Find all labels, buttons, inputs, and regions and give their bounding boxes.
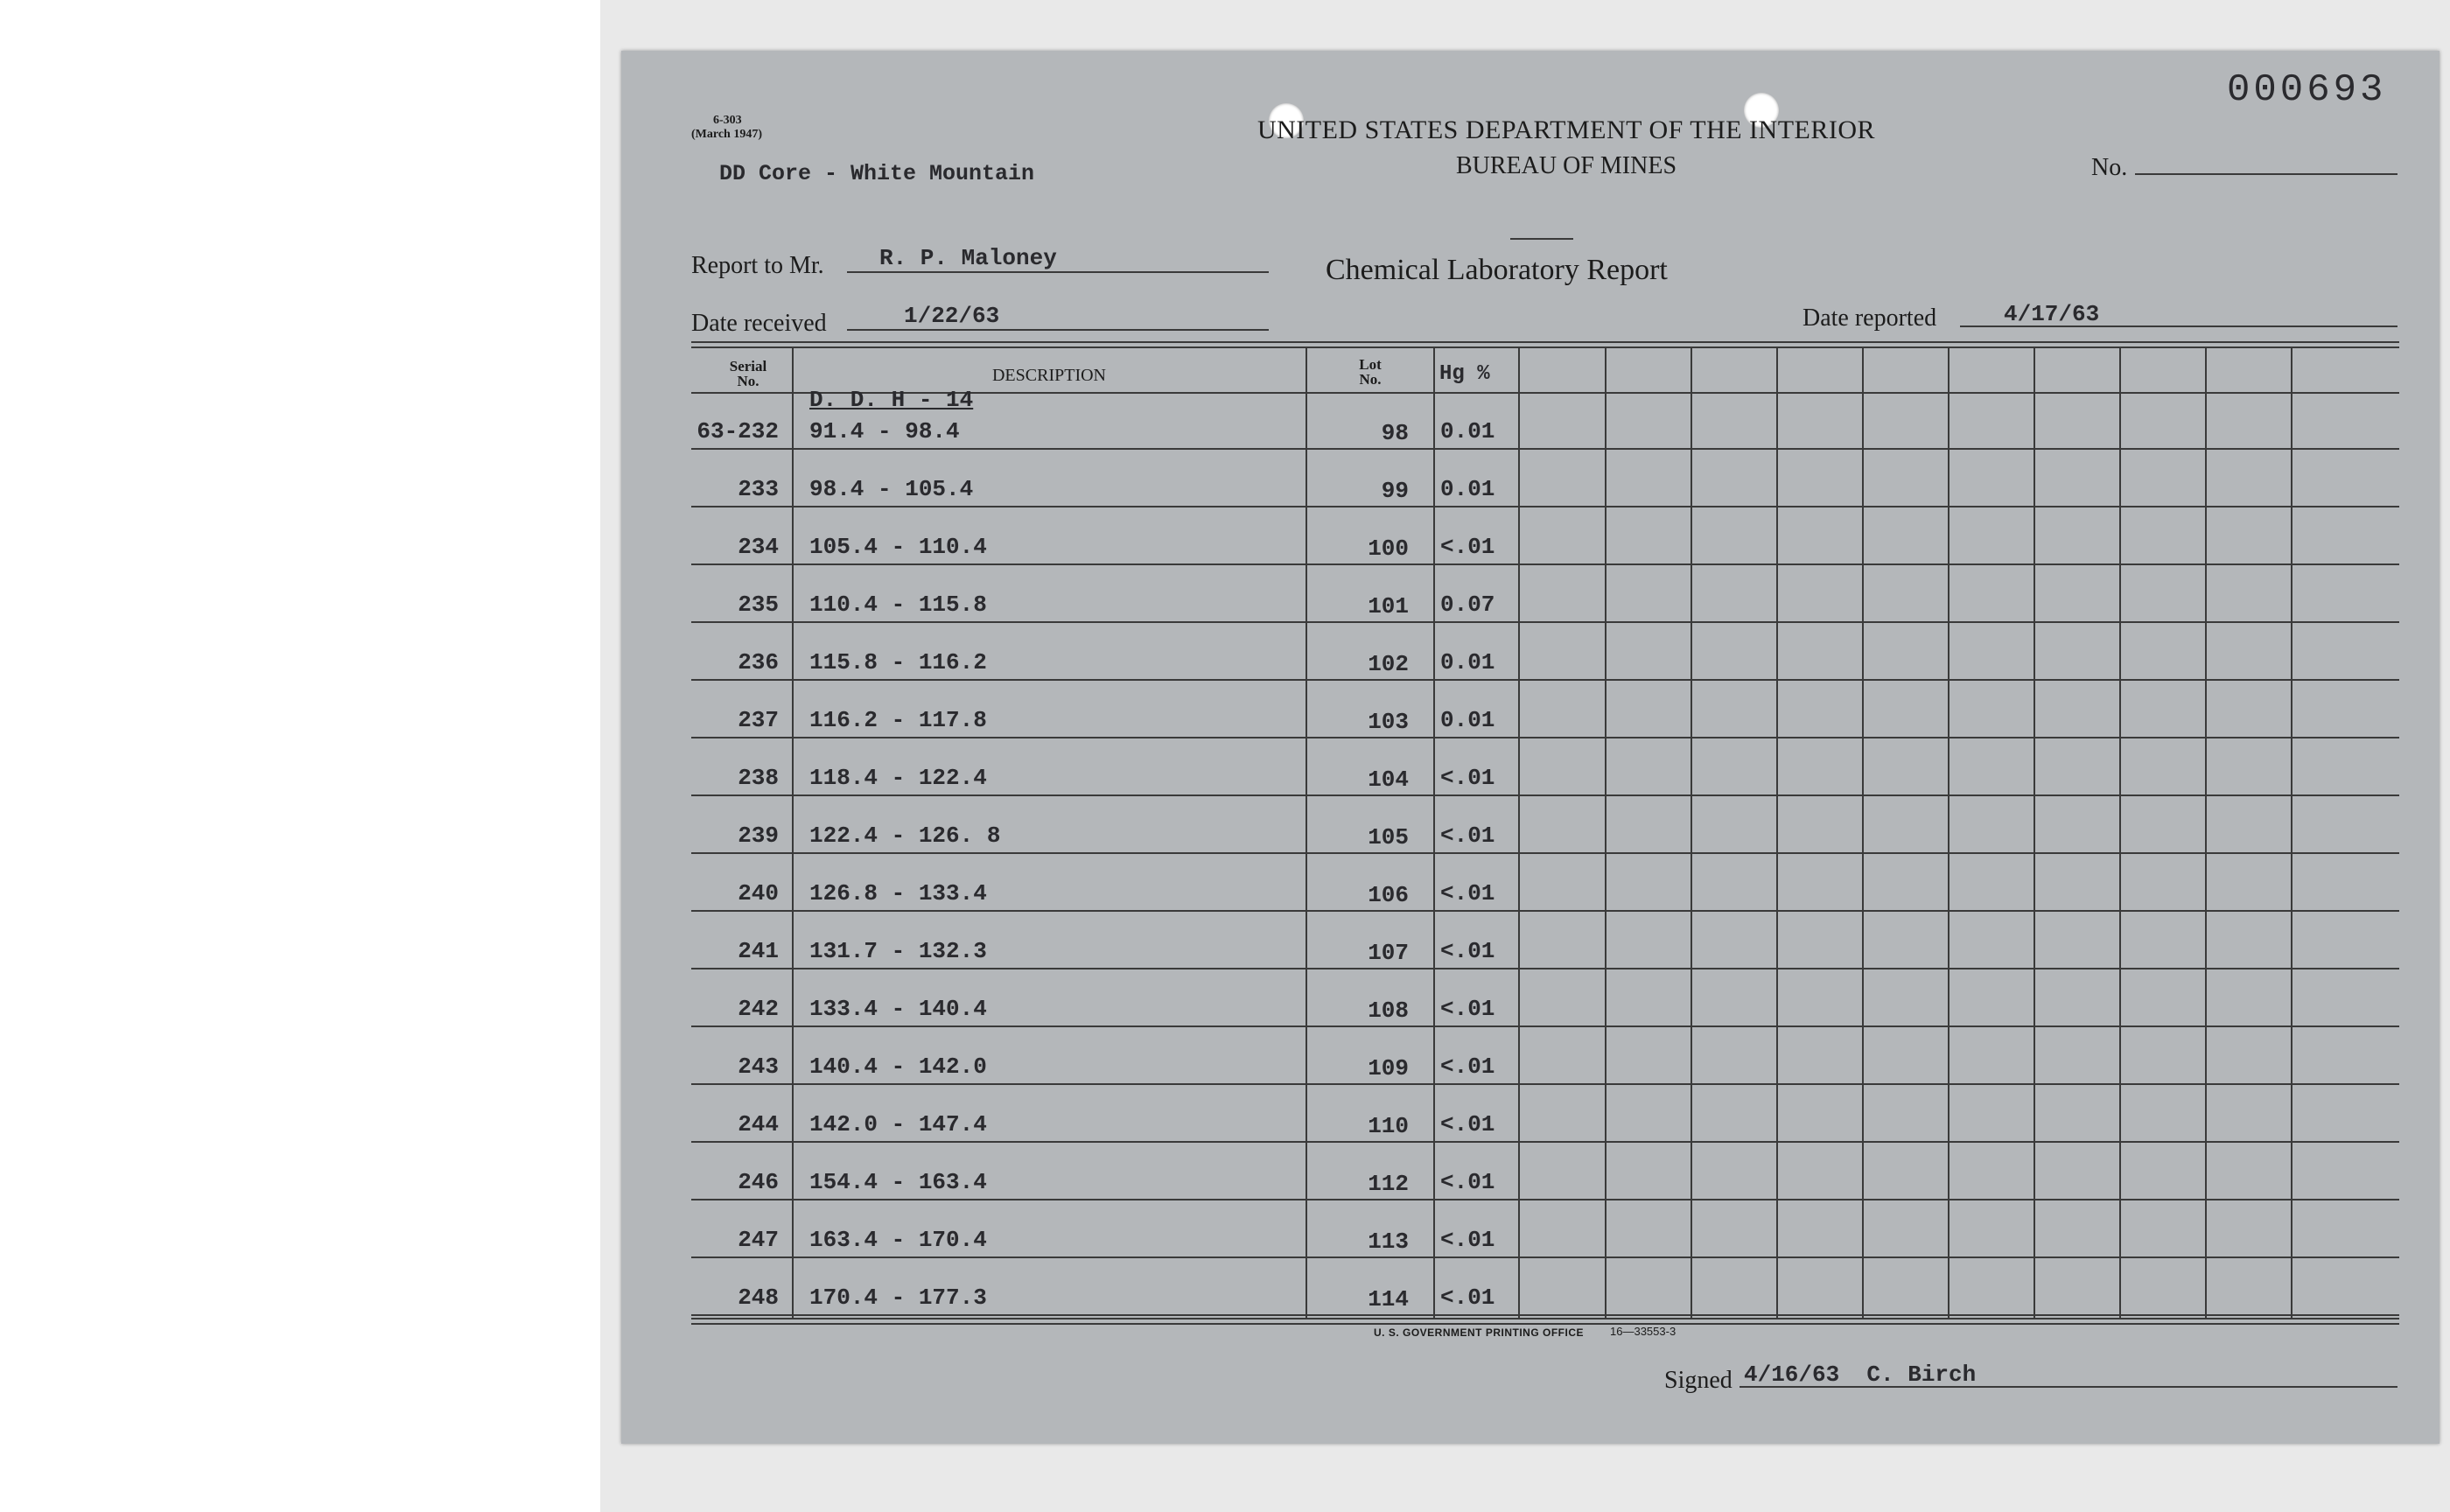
row-lot: 100: [1368, 536, 1409, 562]
col-divider-e3: [1776, 346, 1778, 1318]
row-rule: [691, 737, 2399, 738]
row-serial: 243: [738, 1054, 779, 1080]
agency-name: UNITED STATES DEPARTMENT OF THE INTERIOR: [1256, 116, 1876, 144]
row-rule: [691, 1083, 2399, 1085]
table-bottom-rule-2: [691, 1323, 2399, 1325]
row-serial: 237: [738, 707, 779, 733]
row-description: 140.4 - 142.0: [809, 1054, 987, 1080]
row-rule: [691, 1026, 2399, 1027]
row-description: 163.4 - 170.4: [809, 1227, 987, 1253]
row-rule: [691, 968, 2399, 970]
col-divider-e7: [2119, 346, 2121, 1318]
row-serial: 234: [738, 534, 779, 560]
no-label: No.: [2091, 154, 2128, 181]
row-hg-value: <.01: [1440, 765, 1495, 791]
header-serial-line1: Serial: [729, 358, 767, 374]
header-lot-line1: Lot: [1359, 356, 1382, 373]
col-divider-e4: [1862, 346, 1864, 1318]
row-description: 154.4 - 163.4: [809, 1169, 987, 1195]
row-description: 133.4 - 140.4: [809, 996, 987, 1022]
row-rule: [691, 1314, 2399, 1316]
row-serial: 248: [738, 1284, 779, 1311]
header-rule: [1510, 238, 1573, 240]
row-description: 170.4 - 177.3: [809, 1284, 987, 1311]
row-lot: 105: [1368, 824, 1409, 850]
row-hg-value: <.01: [1440, 822, 1495, 849]
row-rule: [691, 448, 2399, 450]
row-rule: [691, 564, 2399, 565]
row-lot: 101: [1368, 593, 1409, 620]
row-lot: 99: [1381, 478, 1409, 504]
header-hg: Hg %: [1439, 362, 1490, 386]
row-lot: 104: [1368, 766, 1409, 793]
row-description: 91.4 - 98.4: [809, 418, 960, 444]
row-hg-value: 0.07: [1440, 592, 1495, 618]
row-description: 115.8 - 116.2: [809, 649, 987, 676]
row-serial: 63-232: [696, 418, 779, 444]
row-rule: [691, 794, 2399, 796]
report-to-value: R. P. Maloney: [879, 245, 1057, 271]
row-serial: 235: [738, 592, 779, 618]
row-description: 142.0 - 147.4: [809, 1111, 987, 1138]
col-divider-serial: [792, 346, 794, 1318]
row-lot: 109: [1368, 1055, 1409, 1082]
row-rule: [691, 506, 2399, 508]
project-title: DD Core - White Mountain: [719, 161, 1035, 186]
row-lot: 110: [1368, 1113, 1409, 1139]
row-lot: 102: [1368, 651, 1409, 677]
printing-office: U. S. GOVERNMENT PRINTING OFFICE: [1374, 1326, 1585, 1339]
row-hg-value: <.01: [1440, 1227, 1495, 1253]
form-number: 6-303: [713, 114, 742, 127]
row-rule: [691, 1256, 2399, 1258]
row-lot: 113: [1368, 1228, 1409, 1255]
stamp-number: 000693: [2227, 68, 2387, 112]
lab-report-sheet: [621, 51, 2440, 1444]
header-description: DESCRIPTION: [991, 366, 1106, 385]
row-serial: 236: [738, 649, 779, 676]
bureau-name: BUREAU OF MINES: [1455, 152, 1677, 179]
row-lot: 108: [1368, 998, 1409, 1024]
col-divider-e6: [2034, 346, 2035, 1318]
row-lot: 107: [1368, 940, 1409, 966]
date-received-value: 1/22/63: [904, 303, 1000, 329]
row-description: 131.7 - 132.3: [809, 938, 987, 964]
no-field: [2135, 173, 2398, 175]
date-reported-label: Date reported: [1802, 304, 1937, 332]
print-code: 16—33553-3: [1610, 1325, 1676, 1338]
table-top-rule: [691, 341, 2399, 343]
col-divider-hg: [1518, 346, 1520, 1318]
row-serial: 240: [738, 880, 779, 906]
row-serial: 242: [738, 996, 779, 1022]
row-lot: 106: [1368, 882, 1409, 908]
report-to-label: Report to Mr.: [691, 252, 824, 279]
row-description: 122.4 - 126. 8: [809, 822, 1001, 849]
row-description: 126.8 - 133.4: [809, 880, 987, 906]
row-description: 105.4 - 110.4: [809, 534, 987, 560]
header-lot: [1339, 357, 1402, 387]
signed-label: Signed: [1664, 1367, 1732, 1394]
col-divider-lot: [1433, 346, 1435, 1318]
row-description: 116.2 - 117.8: [809, 707, 987, 733]
form-date: (March 1947): [691, 128, 762, 141]
row-rule: [691, 679, 2399, 681]
header-serial: [718, 359, 779, 388]
row-lot: 112: [1368, 1171, 1409, 1197]
row-rule: [691, 1141, 2399, 1143]
signed-value: 4/16/63 C. Birch: [1744, 1362, 1977, 1388]
row-hg-value: <.01: [1440, 1169, 1495, 1195]
row-serial: 233: [738, 476, 779, 502]
row-description-heading: D. D. H - 14: [809, 387, 974, 413]
row-rule: [691, 621, 2399, 623]
row-lot: 103: [1368, 709, 1409, 735]
header-lot-line2: No.: [1359, 371, 1382, 388]
row-serial: 244: [738, 1111, 779, 1138]
row-description: 118.4 - 122.4: [809, 765, 987, 791]
report-type: Chemical Laboratory Report: [1326, 254, 1668, 286]
col-divider-e9: [2291, 346, 2292, 1318]
date-reported-value: 4/17/63: [2004, 301, 2100, 327]
row-hg-value: <.01: [1440, 1111, 1495, 1138]
row-serial: 238: [738, 765, 779, 791]
row-rule: [691, 910, 2399, 912]
row-hg-value: <.01: [1440, 938, 1495, 964]
row-lot: 98: [1381, 420, 1409, 446]
col-divider-e2: [1690, 346, 1692, 1318]
date-received-label: Date received: [691, 310, 827, 337]
row-hg-value: 0.01: [1440, 649, 1495, 676]
col-divider-desc: [1306, 346, 1307, 1318]
row-hg-value: 0.01: [1440, 418, 1495, 444]
row-hg-value: 0.01: [1440, 707, 1495, 733]
row-description: 110.4 - 115.8: [809, 592, 987, 618]
table-bottom-rule: [691, 1318, 2399, 1320]
row-serial: 241: [738, 938, 779, 964]
row-lot: 114: [1368, 1286, 1409, 1312]
report-to-line: [847, 271, 1269, 273]
row-hg-value: <.01: [1440, 1284, 1495, 1311]
col-divider-e1: [1605, 346, 1606, 1318]
row-hg-value: 0.01: [1440, 476, 1495, 502]
table-top-rule-2: [691, 346, 2399, 348]
row-serial: 247: [738, 1227, 779, 1253]
row-serial: 239: [738, 822, 779, 849]
row-hg-value: <.01: [1440, 534, 1495, 560]
date-received-line: [847, 329, 1269, 331]
row-rule: [691, 1199, 2399, 1200]
row-description: 98.4 - 105.4: [809, 476, 974, 502]
col-divider-e8: [2205, 346, 2207, 1318]
row-hg-value: <.01: [1440, 1054, 1495, 1080]
row-hg-value: <.01: [1440, 996, 1495, 1022]
row-rule: [691, 852, 2399, 854]
row-hg-value: <.01: [1440, 880, 1495, 906]
col-divider-e5: [1948, 346, 1950, 1318]
row-serial: 246: [738, 1169, 779, 1195]
header-serial-line2: No.: [737, 373, 760, 389]
